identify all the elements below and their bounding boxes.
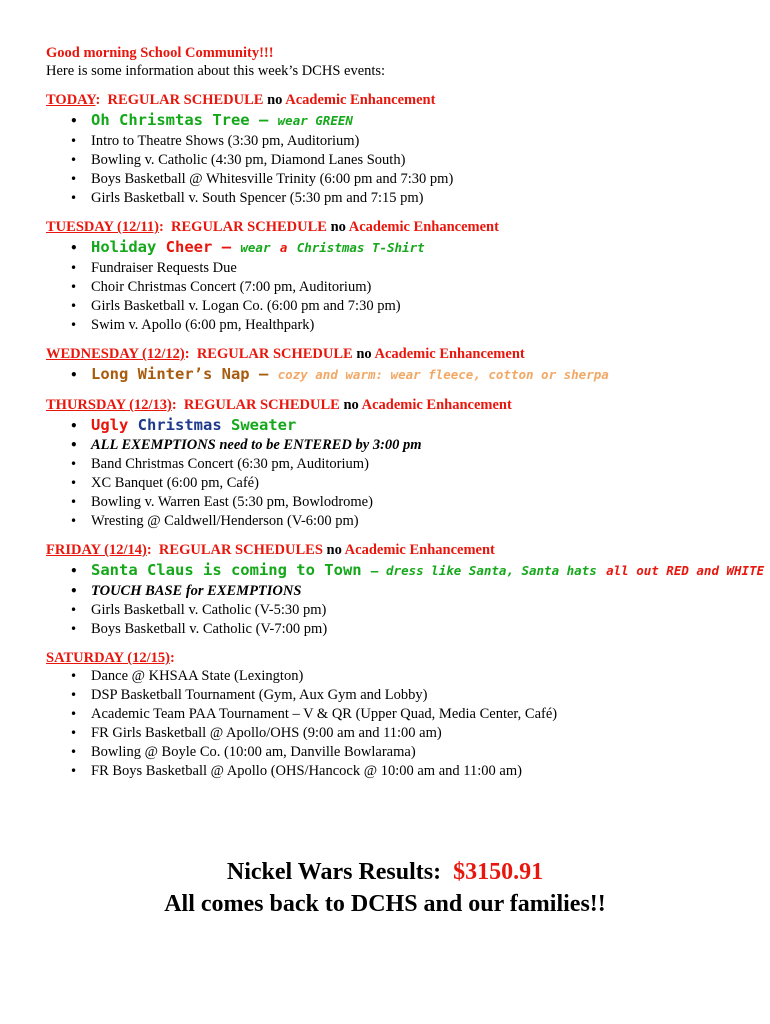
tuesday-heading: TUESDAY (12/11): REGULAR SCHEDULE no Academic Enhancement <box>46 219 499 235</box>
day-label: TUESDAY (12/11) <box>46 219 159 235</box>
no-label: no <box>330 219 346 235</box>
list-item: • XC Banquet (6:00 pm, Café) <box>46 474 746 493</box>
no-label: no <box>267 92 283 108</box>
list-item: • Academic Team PAA Tournament – V & QR (Upper Quad, Media Center, Café) <box>46 705 746 724</box>
ae-label: Academic Enhancement <box>285 92 436 108</box>
list-item: • FR Boys Basketball @ Apollo (OHS/Hancock @ 10:00 am and 11:00 am) <box>46 762 746 781</box>
theme-title-3: Sweater <box>231 416 297 434</box>
ae-label: Academic Enhancement <box>348 219 499 235</box>
list-item: • Bowling v. Warren East (5:30 pm, Bowlodrome) <box>46 493 746 512</box>
ae-label: Academic Enhancement <box>361 397 512 413</box>
today-heading: TODAY: REGULAR SCHEDULE no Academic Enhancement <box>46 92 436 108</box>
ae-label: Academic Enhancement <box>374 346 525 362</box>
day-label: THURSDAY (12/13) <box>46 397 172 413</box>
results-amount: $3150.91 <box>453 859 544 885</box>
theme-title-2: Christmas <box>137 416 222 434</box>
announcement-page <box>46 44 765 791</box>
list-item: • Choir Christmas Concert (7:00 pm, Auditorium) <box>46 278 746 297</box>
section-wednesday <box>46 345 746 386</box>
no-label: no <box>326 542 342 558</box>
section-friday <box>46 541 765 639</box>
list-item: • Swim v. Apollo (6:00 pm, Healthpark) <box>46 316 746 335</box>
schedule-label: REGULAR SCHEDULE <box>107 92 264 108</box>
theme-detail-3: Christmas T-Shirt <box>296 240 425 255</box>
theme-item <box>46 109 746 132</box>
day-label: TODAY <box>46 92 96 108</box>
saturday-list <box>46 667 746 781</box>
theme-item <box>46 236 746 259</box>
theme-detail: cozy and warm: wear fleece, cotton or sherpa <box>277 367 609 382</box>
theme-detail: wear <box>240 240 271 255</box>
wednesday-list <box>46 363 746 386</box>
friday-heading: FRIDAY (12/14): REGULAR SCHEDULES no Academic Enhancement <box>46 542 495 558</box>
theme-item <box>46 414 746 436</box>
ae-label: Academic Enhancement <box>344 542 495 558</box>
greeting: Good morning School Community!!! <box>46 45 274 61</box>
theme-detail-2: a <box>279 240 288 255</box>
no-label: no <box>343 397 359 413</box>
section-tuesday <box>46 218 746 335</box>
theme-detail: wear GREEN <box>277 113 353 128</box>
list-item: • Wresting @ Caldwell/Henderson (V-6:00 pm) <box>46 512 746 531</box>
section-today <box>46 91 746 208</box>
today-list <box>46 109 746 208</box>
list-item: • Boys Basketball v. Catholic (V-7:00 pm) <box>46 620 746 639</box>
list-item: • Girls Basketball v. South Spencer (5:30 pm and 7:15 pm) <box>46 189 746 208</box>
theme-item <box>46 559 765 582</box>
list-item: • Intro to Theatre Shows (3:30 pm, Auditorium) <box>46 132 746 151</box>
schedule-label: REGULAR SCHEDULE <box>183 397 340 413</box>
theme-title-2: Cheer <box>165 238 213 256</box>
list-item: • Girls Basketball v. Catholic (V-5:30 pm) <box>46 601 746 620</box>
exemption-note: • ALL EXEMPTIONS need to be ENTERED by 3:00 pm <box>46 436 746 455</box>
theme-title: Oh Chrismtas Tree – <box>91 111 269 129</box>
list-item: • Fundraiser Requests Due <box>46 259 746 278</box>
wednesday-heading: WEDNESDAY (12/12): REGULAR SCHEDULE no Academic Enhancement <box>46 346 525 362</box>
thursday-heading: THURSDAY (12/13): REGULAR SCHEDULE no Academic Enhancement <box>46 397 512 413</box>
list-item: • DSP Basketball Tournament (Gym, Aux Gym and Lobby) <box>46 686 746 705</box>
schedule-label: REGULAR SCHEDULES <box>158 542 323 558</box>
list-item: • Dance @ KHSAA State (Lexington) <box>46 667 746 686</box>
theme-title: Ugly <box>91 416 129 434</box>
theme-dash: – <box>221 238 232 256</box>
theme-item <box>46 363 746 386</box>
list-item: • FR Girls Basketball @ Apollo/OHS (9:00 am and 11:00 am) <box>46 724 746 743</box>
day-label: SATURDAY (12/15) <box>46 650 170 666</box>
friday-list <box>46 559 765 639</box>
no-label: no <box>356 346 372 362</box>
day-label: FRIDAY (12/14) <box>46 542 147 558</box>
thursday-list <box>46 414 746 531</box>
intro-text: Here is some information about this week’s DCHS events: <box>46 63 386 79</box>
section-saturday <box>46 649 746 781</box>
theme-title: Santa Claus is coming to Town <box>91 561 362 579</box>
tuesday-list <box>46 236 746 335</box>
section-thursday <box>46 396 746 531</box>
list-item: • Band Christmas Concert (6:30 pm, Auditorium) <box>46 455 746 474</box>
exemption-note: • TOUCH BASE for EXEMPTIONS <box>46 582 746 601</box>
closing-line: All comes back to DCHS and our families!! <box>164 891 606 917</box>
nickel-wars-results <box>0 857 770 887</box>
schedule-label: REGULAR SCHEDULE <box>171 219 327 235</box>
list-item: • Bowling v. Catholic (4:30 pm, Diamond Lanes South) <box>46 151 746 170</box>
theme-detail: – dress like Santa, Santa hats <box>370 563 597 578</box>
list-item: • Boys Basketball @ Whitesville Trinity (6:00 pm and 7:30 pm) <box>46 170 746 189</box>
list-item: • Bowling @ Boyle Co. (10:00 am, Danville Bowlarama) <box>46 743 746 762</box>
theme-title: Long Winter’s Nap – <box>91 365 269 383</box>
theme-detail-2: all out RED and WHITE <box>606 563 765 578</box>
theme-title: Holiday <box>91 238 157 256</box>
saturday-heading: SATURDAY (12/15): <box>46 650 175 666</box>
day-label: WEDNESDAY (12/12) <box>46 346 185 362</box>
schedule-label: REGULAR SCHEDULE <box>196 346 353 362</box>
results-label: Nickel Wars Results: <box>226 859 442 885</box>
list-item: • Girls Basketball v. Logan Co. (6:00 pm and 7:30 pm) <box>46 297 746 316</box>
